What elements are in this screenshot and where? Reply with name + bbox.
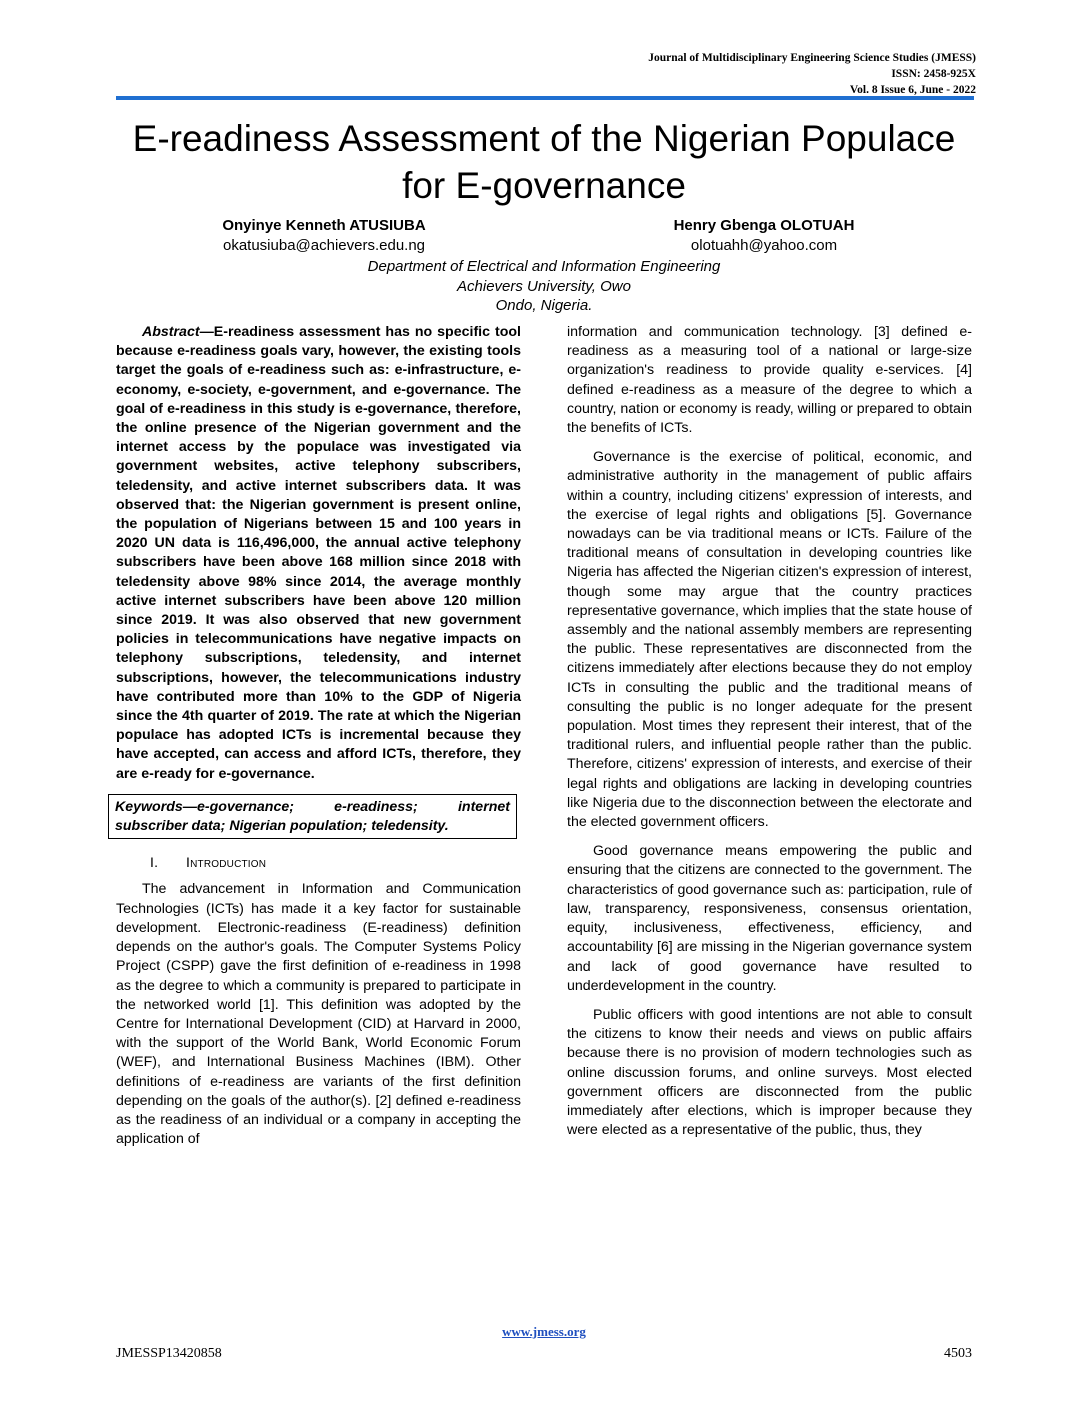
left-column — [116, 323, 521, 1159]
abstract — [116, 323, 521, 784]
affiliation-location: Ondo, Nigeria. — [495, 297, 593, 314]
right-paragraph-2: Governance is the exercise of political, economic, and administrative authority in the management of public affairs within a country, including citizens' expression of interests, and the exercise of legal rights and obligations [5]. Governance nowadays can be via traditional means or ICTs. Failure of the traditional means of consultation in developing countries like Nigeria has affected the Nigerian citizen's expression of interest, though some may argue that the country practices representative governance, which implies that the state house of assembly and the national assembly members are representing the public. These representatives are disconnected from the citizens immediately after elections because they do not employ ICTs in consulting the public and the traditional means of consulting the public is no longer adequate for the present population. Most times they represent their interest, that of the traditional rulers, and influential people rather than the public. Therefore, citizens' expression of interests, and exercise of their legal rights and obligations are lacking in developing countries like Nigeria due to the disconnection between the electorate and the elected government officers. — [567, 449, 972, 831]
journal-issn: ISSN: 2458-925X — [891, 68, 976, 80]
journal-name: Journal of Multidisciplinary Engineering Science Studies (JMESS) — [648, 52, 976, 64]
affiliation-university: Achievers University, Owo — [457, 277, 631, 295]
section-heading-introduction — [150, 853, 521, 872]
section-number: I. — [150, 854, 159, 871]
affiliation-department: Department of Electrical and Information Engineering — [367, 258, 721, 275]
paper-title: E-readiness Assessment of the Nigerian Populace for E-governance — [132, 118, 956, 206]
author-1-email: okatusiuba@achievers.edu.ng — [222, 237, 426, 254]
right-paragraph-4: Public officers with good intentions are not able to consult the citizens to know their needs and views on public affairs because there is no provision of modern technologies such as online discussion forums, and online surveys. Most elected government officers are disconnected from the public immediately after elections, which is improper because they were elected as a representative of the public, thus, they — [567, 1006, 972, 1139]
author-2-name: Henry Gbenga OLOTUAH — [673, 217, 855, 234]
author-1-name: Onyinye Kenneth ATUSIUBA — [222, 217, 426, 234]
right-paragraph-3: Good governance means empowering the public and ensuring that the citizens are connected to the government. The characteristics of good governance such as: participation, rule of law, transparency, responsiveness, consensus orientation, equity, inclusiveness, effectiveness, efficiency, and accountability [6] are missing in the Nigerian governance system and lack of good governance have resulted to underdevelopment in the country. — [567, 843, 972, 994]
author-1 — [164, 216, 484, 256]
author-2 — [604, 216, 924, 256]
paper-id: JMESSP13420858 — [116, 1346, 222, 1361]
right-column — [567, 323, 972, 1150]
journal-website-link[interactable]: www.jmess.org — [502, 1324, 586, 1339]
right-paragraph-1: information and communication technology. [3] defined e-readiness as a measuring tool of a national or large-size organization's readiness to provide quality e-services. [4] defined e-readiness as a measure of the degree to which a country, nation or economy is ready, willing or prepared to obtain the benefits of ICTs. — [567, 324, 972, 437]
page-number: 4503 — [944, 1346, 972, 1361]
header-rule — [116, 96, 974, 100]
intro-paragraph-1: The advancement in Information and Communication Technologies (ICTs) has made it a key factor for sustainable development. Electronic-readiness (E-readiness) definition depends on the author's goals. The Computer Systems Policy Project (CSPP) gave the first definition of e-readiness in 1998 as the degree to which a community is prepared to participate in the networked world [1]. This definition was adopted by the Centre for International Development (CID) at Harvard in 2000, with the support of the World Bank, World Economic Forum (WEF), and International Business Machines (IBM). Other definitions of e-readiness are variants of the first definition depending on the goals of the author(s). [2] defined e-readiness as the readiness of an individual or a company in accepting the application of — [116, 881, 521, 1148]
keywords-box: Keywords—e-governance; e-readiness; internet subscriber data; Nigerian population; teledensity. — [108, 794, 517, 839]
affiliation — [116, 257, 972, 316]
abstract-text: —E-readiness assessment has no specific tool because e-readiness goals vary, however, the existing tools target the goals of e-readiness such as: e-infrastructure, e-economy, e-society, e-government, and e-governance. The goal of e-readiness in this study is e-governance, therefore, the online presence of the Nigerian government and the internet access by the populace was investigated via government websites, active telephony subscribers, teledensity, and active internet subscribers data. It was observed that: the Nigerian government is present online, the population of Nigerians between 15 and 100 years in 2020 UN data is 116,496,000, the annual active telephony subscribers have been above 168 million since 2018 with teledensity above 98% since 2014, the average monthly active internet subscribers have been above 120 million since 2019. It was also observed that new government policies in telecommunications have negative impacts on telephony subscriptions, teledensity, and internet subscriptions, however, the telecommunications industry have contributed more than 10% to the GDP of Nigeria since the 4th quarter of 2019. The rate at which the Nigerian populace has adopted ICTs is incremental because they have accepted, can access and afford ICTs, therefore, they are e-ready for e-governance. — [116, 324, 521, 782]
journal-header — [648, 50, 976, 98]
abstract-label: Abstract — [142, 324, 200, 340]
author-2-email: olotuahh@yahoo.com — [690, 237, 838, 254]
journal-volume: Vol. 8 Issue 6, June - 2022 — [849, 84, 976, 96]
section-title: Introduction — [186, 854, 267, 871]
